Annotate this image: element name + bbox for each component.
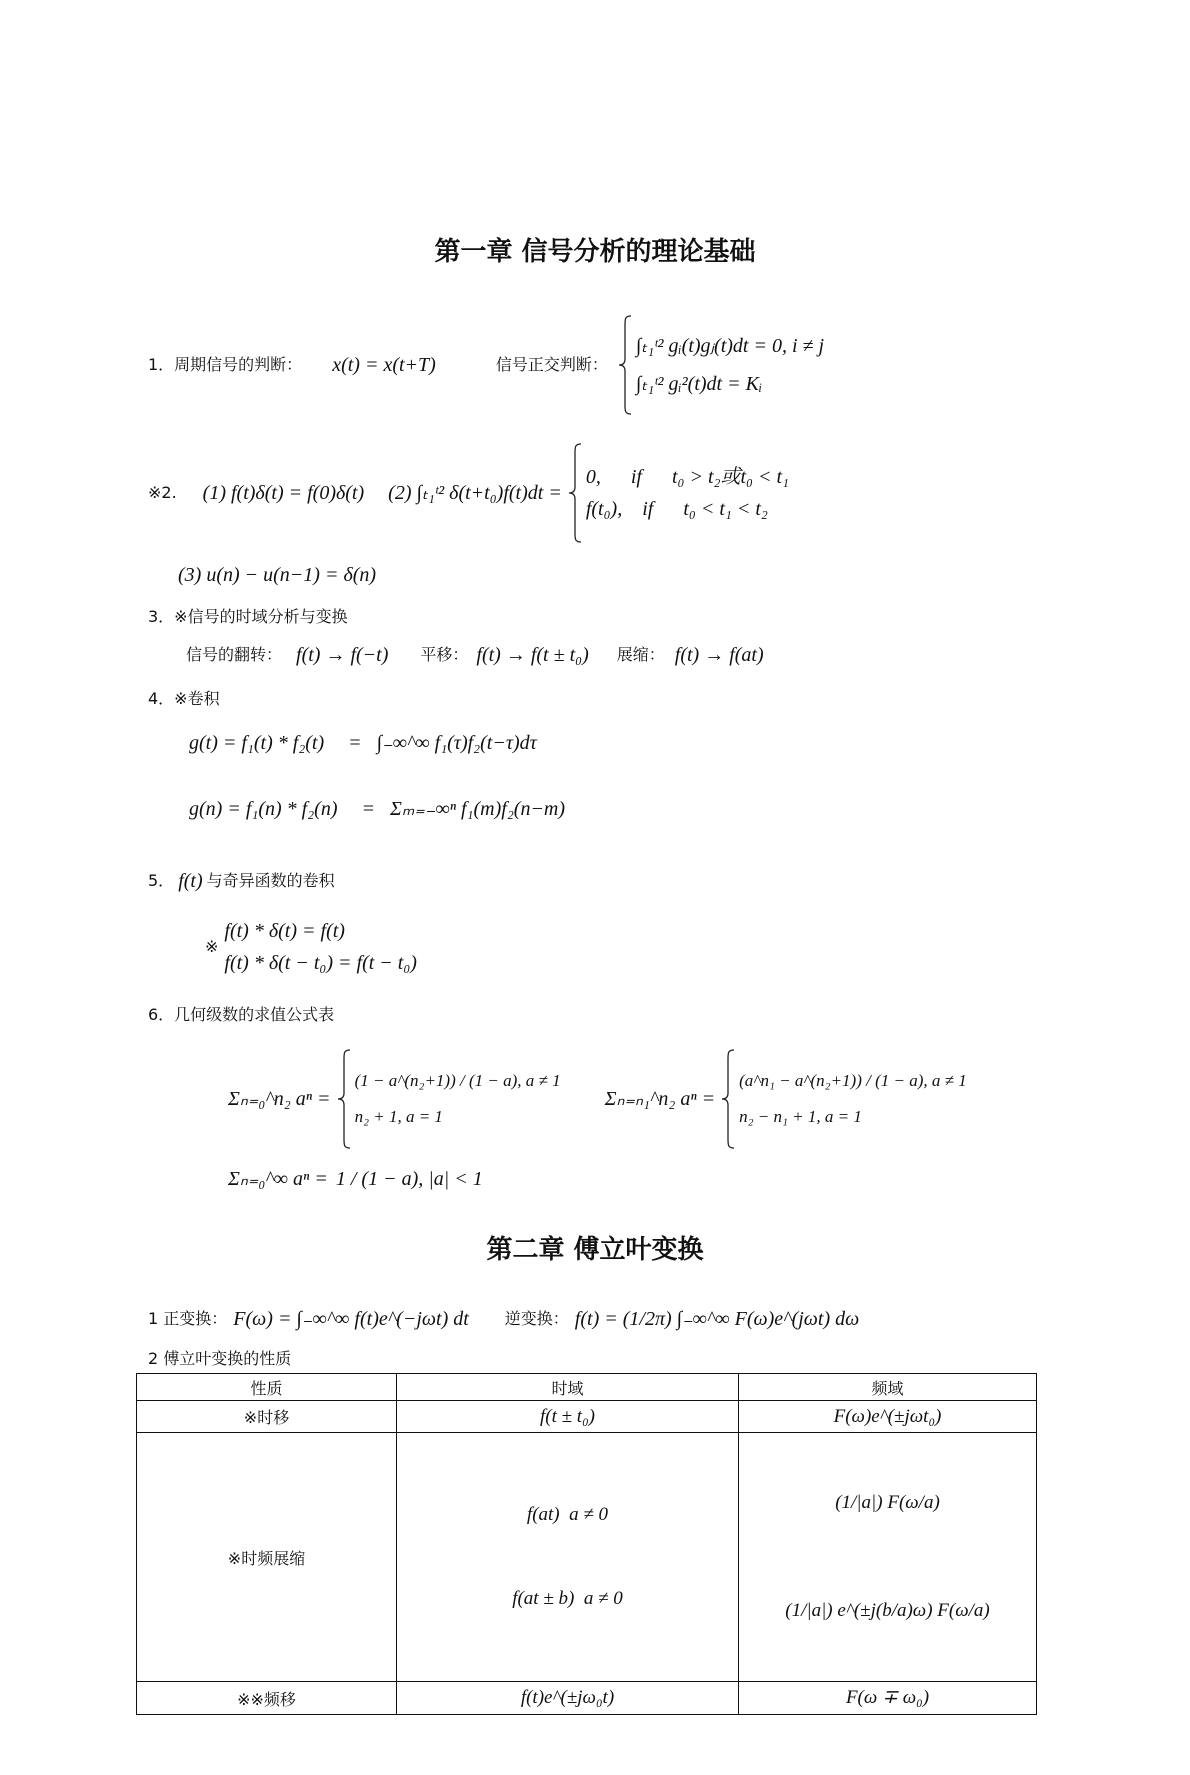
delta-integral-formula: (2) ∫ₜ₁ᵗ² δ(t+t₀)f(t)dt =	[388, 482, 562, 504]
time-cell: f(t ± t₀)	[397, 1401, 739, 1433]
shift-label: 平移：	[420, 645, 469, 664]
item2-row	[148, 443, 1060, 543]
inverse-transform-label: 逆变换：	[504, 1309, 569, 1328]
item5-number: 5．	[148, 871, 175, 890]
chapter1-title: 第一章 信号分析的理论基础	[434, 237, 756, 267]
time-line: f(at ± b) a ≠ 0	[512, 1588, 623, 1609]
item2-label: 2 傅立叶变换的性质	[148, 1349, 292, 1368]
reference-mark: ※	[205, 937, 219, 956]
inverse-transform-formula: f(t) = (1/2π) ∫₋∞^∞ F(ω)e^(jωt) dω	[574, 1308, 860, 1330]
delta-sifting-formula: (1) f(t)δ(t) = f(0)δ(t)	[202, 482, 365, 504]
fourier-properties-table	[136, 1373, 1037, 1715]
freq-line: (1/|a|) F(ω/a)	[835, 1492, 940, 1513]
series2-sum: Σₙ₌ₙ₁^n₂ aⁿ =	[604, 1088, 716, 1110]
item5-function: f(t)	[178, 870, 203, 892]
series2-case-2: n₂ − n₁ + 1, a = 1	[739, 1107, 862, 1126]
delta-case-1: 0, if t₀ > t₂或t₀ < t₁	[585, 466, 789, 488]
item2-label: ※2.	[148, 483, 177, 502]
series1-sum: Σₙ₌₀^n₂ aⁿ =	[228, 1088, 331, 1110]
flip-formula: f(t) → f(−t)	[296, 644, 389, 666]
series2	[605, 1049, 967, 1149]
discrete-convolution-rhs: = Σₘ₌₋∞ⁿ f₁(m)f₂(n−m)	[361, 798, 566, 820]
transform-row	[186, 641, 1060, 669]
series2-cases	[739, 1068, 967, 1130]
transform-pair-row	[148, 1305, 1060, 1333]
discrete-convolution-row	[189, 795, 1060, 823]
delta-convolution-2: f(t) * δ(t − t₀) = f(t − t₀)	[224, 952, 417, 974]
freq-cell: F(ω)e^(±jωt₀)	[739, 1401, 1037, 1433]
header-time-domain: 时域	[397, 1374, 739, 1401]
orthogonal-case-1: ∫ₜ₁ᵗ² gᵢ(t)gⱼ(t)dt = 0, i ≠ j	[635, 335, 825, 357]
series3-rhs: 1 / (1 − a), |a| < 1	[335, 1168, 483, 1190]
series1-case-2: n₂ + 1, a = 1	[354, 1107, 443, 1126]
freq-line: (1/|a|) e^(±j(b/a)ω) F(ω/a)	[785, 1600, 990, 1621]
chapter2-title: 第二章 傅立叶变换	[486, 1235, 704, 1265]
orthogonal-case-2: ∫ₜ₁ᵗ² gᵢ²(t)dt = Kᵢ	[635, 373, 763, 395]
item5-label: 与奇异函数的卷积	[206, 871, 335, 890]
property-cell: ※时移	[137, 1401, 397, 1433]
item1-row	[148, 315, 1060, 415]
series3	[228, 1165, 483, 1193]
item4-label: 4．※卷积	[148, 689, 220, 708]
table-row	[137, 1433, 1037, 1682]
scale-label: 展缩：	[616, 645, 665, 664]
continuous-convolution-rhs: = ∫₋∞^∞ f₁(τ)f₂(t−τ)dτ	[348, 732, 537, 754]
series1-cases	[355, 1068, 561, 1130]
forward-transform-label: 1 正变换：	[148, 1309, 228, 1328]
periodic-formula: x(t) = x(t+T)	[332, 354, 436, 376]
geometric-series-row	[228, 1049, 1060, 1193]
orthogonal-group	[496, 315, 824, 415]
table-header-row	[137, 1374, 1037, 1401]
item5-row	[148, 867, 1060, 895]
continuous-convolution-lhs: g(t) = f₁(t) * f₂(t)	[189, 732, 325, 754]
header-frequency-domain: 频域	[739, 1374, 1037, 1401]
discrete-convolution-lhs: g(n) = f₁(n) * f₂(n)	[189, 798, 338, 820]
delta-cases	[586, 463, 789, 523]
orthogonal-label: 信号正交判断：	[495, 355, 608, 374]
step-delta-formula: (3) u(n) − u(n−1) = δ(n)	[178, 564, 377, 586]
delta-convolution-1: f(t) * δ(t) = f(t)	[224, 920, 345, 942]
series1	[228, 1049, 561, 1149]
shift-formula: f(t) → f(t ± t₀)	[476, 644, 589, 666]
header-property: 性质	[137, 1374, 397, 1401]
series1-case-1: (1 − a^(n₂+1)) / (1 − a), a ≠ 1	[354, 1071, 561, 1090]
continuous-convolution-row	[189, 729, 1060, 757]
left-brace-icon	[568, 443, 582, 543]
left-brace-icon	[618, 315, 632, 415]
item1-label: 1．周期信号的判断：	[148, 355, 303, 374]
delta-case-2: f(t₀), if t₀ < t₁ < t₂	[585, 498, 768, 520]
orthogonal-cases	[636, 332, 824, 398]
time-cell: f(t)e^(±jω₀t)	[397, 1682, 739, 1715]
left-brace-icon	[721, 1049, 735, 1149]
delta-convolution-block	[205, 917, 1060, 977]
property-cell: ※时频展缩	[137, 1433, 397, 1682]
table-row	[137, 1401, 1037, 1433]
forward-transform-formula: F(ω) = ∫₋∞^∞ f(t)e^(−jωt) dt	[233, 1308, 469, 1330]
item3-label: 3．※信号的时域分析与变换	[148, 607, 348, 626]
scale-formula: f(t) → f(at)	[674, 644, 764, 666]
item6-label: 6．几何级数的求值公式表	[148, 1005, 335, 1024]
left-brace-icon	[337, 1049, 351, 1149]
series3-sum: Σₙ₌₀^∞ aⁿ =	[228, 1168, 328, 1190]
table-row	[137, 1682, 1037, 1715]
flip-label: 信号的翻转：	[186, 645, 283, 664]
property-cell: ※※频移	[137, 1682, 397, 1715]
freq-cell: F(ω ∓ ω₀)	[739, 1682, 1037, 1715]
time-cell	[397, 1433, 739, 1682]
delta-convolution-lines	[224, 917, 417, 977]
freq-cell	[739, 1433, 1037, 1682]
time-line: f(at) a ≠ 0	[526, 1504, 609, 1525]
series2-case-1: (a^n₁ − a^(n₂+1)) / (1 − a), a ≠ 1	[739, 1071, 967, 1090]
delta-integral-group	[388, 443, 789, 543]
